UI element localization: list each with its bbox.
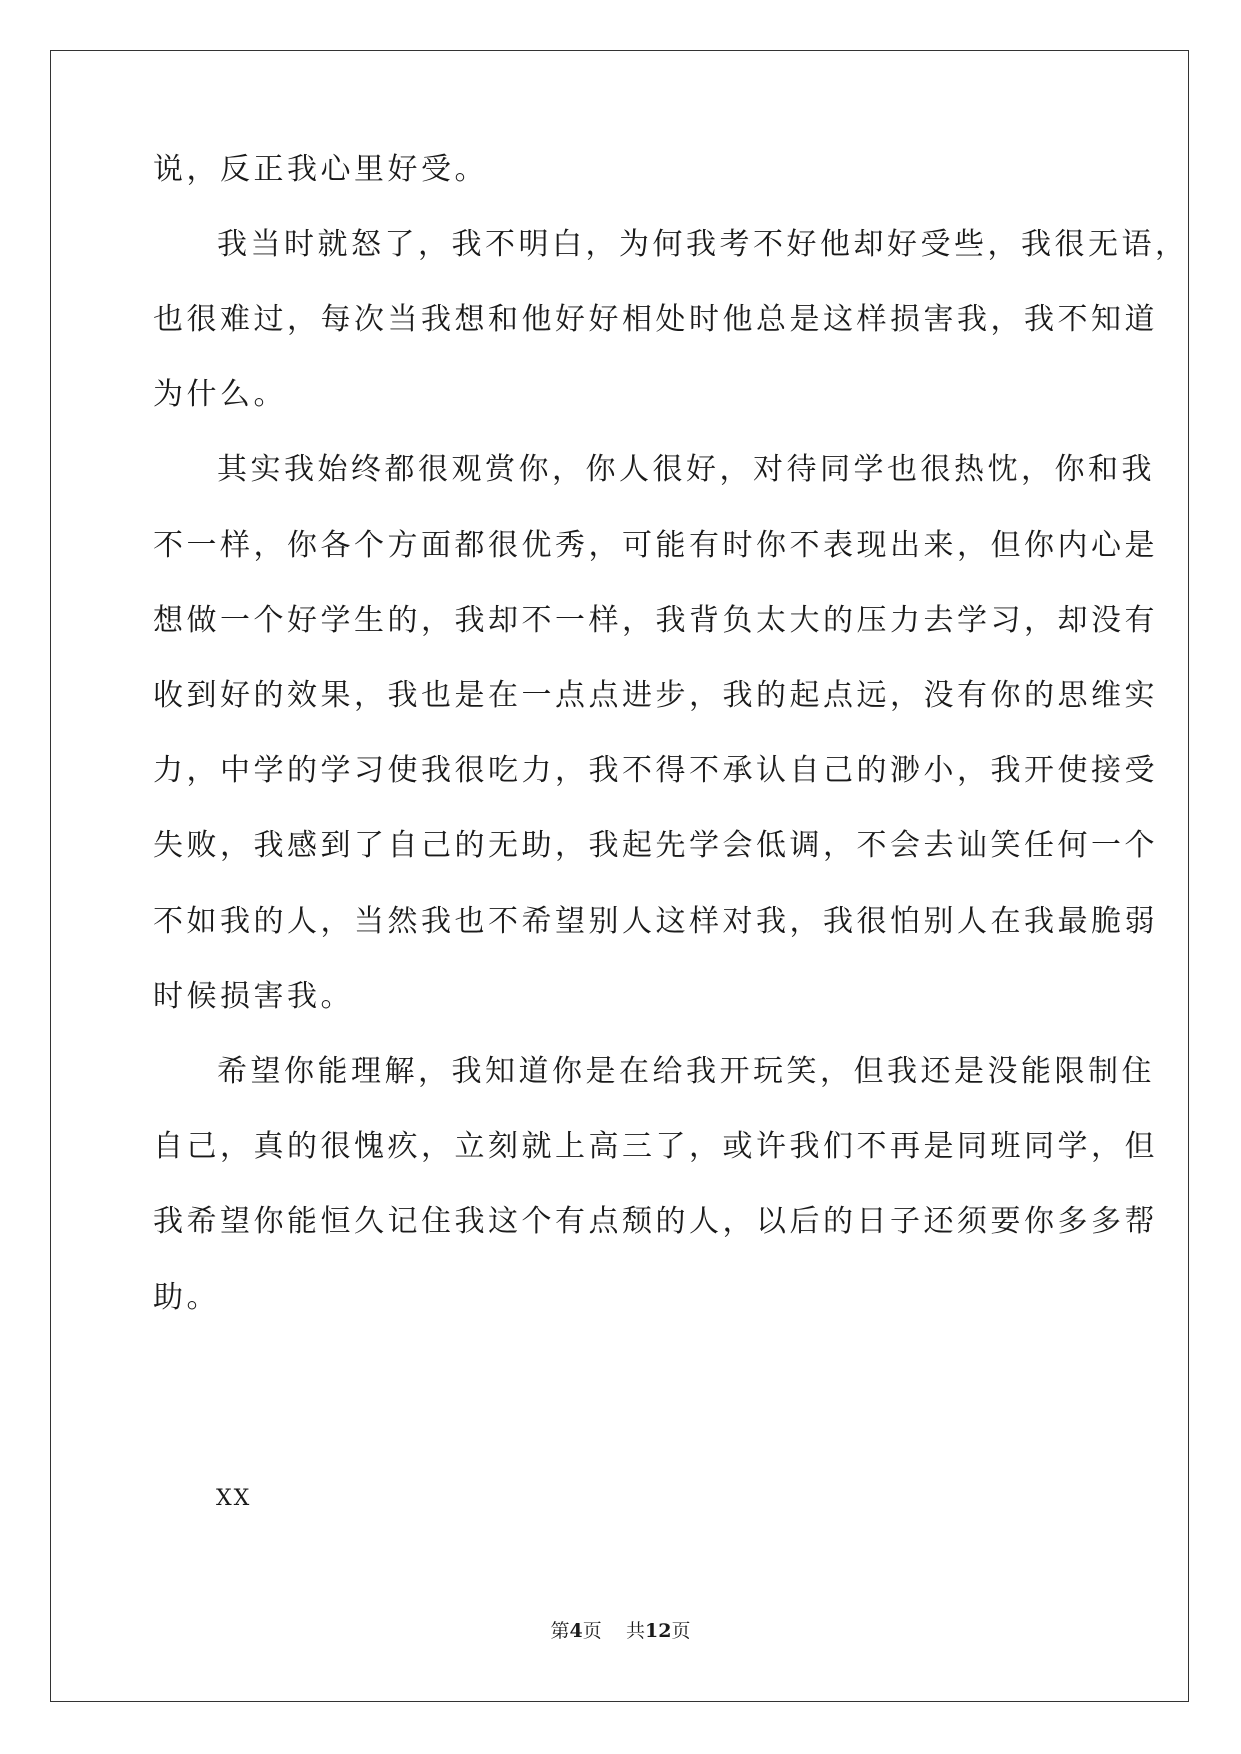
total-prefix: 共 xyxy=(625,1620,645,1642)
page-number: 4 xyxy=(569,1620,583,1642)
page-suffix: 页 xyxy=(582,1620,602,1642)
text-line: 失败，我感到了自己的无助，我起先学会低调，不会去讪笑任何一个 xyxy=(153,828,1158,863)
page-prefix: 第 xyxy=(550,1620,570,1642)
text-line: 为什么。 xyxy=(153,377,287,412)
text-line: 其实我始终都很观赏你，你人很好，对待同学也很热忱，你和我 xyxy=(217,452,1155,487)
page-border xyxy=(50,50,1189,1702)
signature: XX xyxy=(216,1486,252,1511)
text-line: 自己，真的很愧疚，立刻就上高三了，或许我们不再是同班同学，但 xyxy=(153,1129,1158,1164)
text-line: 时候损害我。 xyxy=(153,979,354,1014)
text-line: 希望你能理解，我知道你是在给我开玩笑，但我还是没能限制住 xyxy=(217,1054,1155,1089)
text-line: 力，中学的学习使我很吃力，我不得不承认自己的渺小，我开使接受 xyxy=(153,753,1158,788)
text-line: 我希望你能恒久记住我这个有点颓的人，以后的日子还须要你多多帮 xyxy=(153,1204,1158,1239)
text-line: 我当时就怒了，我不明白，为何我考不好他却好受些，我很无语， xyxy=(217,227,1189,262)
total-pages: 12 xyxy=(644,1620,672,1642)
text-line: 不一样，你各个方面都很优秀，可能有时你不表现出来，但你内心是 xyxy=(153,528,1158,563)
text-line: 助。 xyxy=(153,1280,220,1315)
text-line: 说，反正我心里好受。 xyxy=(153,152,488,187)
total-suffix: 页 xyxy=(671,1620,691,1642)
text-line: 收到好的效果，我也是在一点点进步，我的起点远，没有你的思维实 xyxy=(153,678,1158,713)
text-line: 想做一个好学生的，我却不一样，我背负太大的压力去学习，却没有 xyxy=(153,603,1158,638)
text-line: 也很难过，每次当我想和他好好相处时他总是这样损害我，我不知道 xyxy=(153,302,1158,337)
text-line: 不如我的人，当然我也不希望别人这样对我，我很怕别人在我最脆弱 xyxy=(153,904,1158,939)
page-footer xyxy=(0,1618,1241,1644)
